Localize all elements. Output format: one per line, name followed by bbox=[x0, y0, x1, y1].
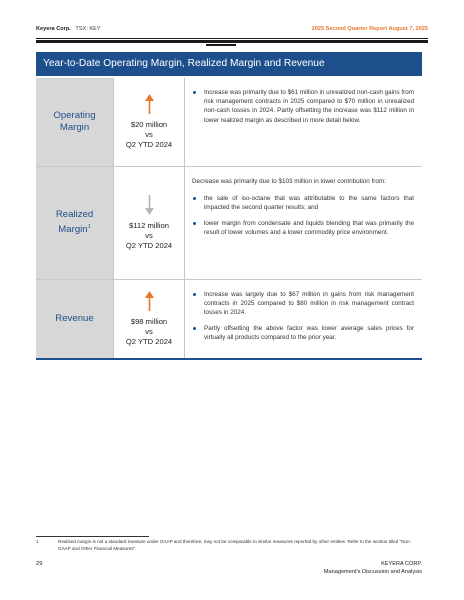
header-report-title: 2025 Second Quarter Report August 7, 2025 bbox=[311, 26, 428, 32]
row-label bbox=[36, 167, 113, 279]
bullet-dot bbox=[193, 197, 196, 200]
row-label-text: Revenue bbox=[55, 313, 94, 324]
row-amount bbox=[113, 280, 185, 358]
bullet-dot bbox=[193, 222, 196, 225]
list-item bbox=[192, 290, 414, 318]
description-intro: Decrease was primarily due to $103 million in lower contribution from: bbox=[192, 178, 386, 185]
row-description bbox=[185, 78, 422, 166]
arrow-down-icon bbox=[145, 195, 154, 215]
header-company: Keyera Corp. bbox=[36, 26, 71, 32]
row-description bbox=[185, 280, 422, 358]
footnote-number: 1 bbox=[36, 539, 39, 544]
section-title: Year-to-Date Operating Margin, Realized Margin and Revenue bbox=[36, 52, 422, 76]
bullet-dot bbox=[193, 293, 196, 296]
row-label-text bbox=[49, 209, 101, 236]
bullet-dot bbox=[193, 327, 196, 330]
list-item bbox=[192, 194, 414, 212]
page-header bbox=[36, 24, 428, 35]
row-label bbox=[36, 78, 113, 166]
bullet-text: Increase was largely due to $67 million in gains from risk management contracts in 2025 compared to $80 million in risk management contract losses in 2024. bbox=[204, 291, 414, 317]
amount-vs: vs bbox=[145, 231, 153, 240]
table-row-revenue bbox=[36, 280, 422, 360]
row-description bbox=[185, 167, 422, 279]
footnote bbox=[36, 539, 422, 552]
bullet-dot bbox=[193, 91, 196, 94]
table-row-realized-margin bbox=[36, 167, 422, 280]
amount-value: $112 million bbox=[129, 221, 169, 230]
amount-vs: vs bbox=[145, 327, 153, 336]
footer-section: Management’s Discussion and Analysis bbox=[323, 569, 422, 576]
amount-vs: vs bbox=[145, 130, 153, 139]
bullet-text: lower margin from condensate and liquids blending that was primarily the result of lower volumes and a lower commodity price environment. bbox=[204, 219, 414, 236]
header-rule-mark bbox=[206, 44, 236, 46]
footer-company: KEYERA CORP. bbox=[381, 561, 422, 567]
bullet-text: Partly offsetting the above factor was lower average sales prices for virtually all products compared to the prior year. bbox=[204, 324, 414, 341]
row-label bbox=[36, 280, 113, 358]
header-rule-thin bbox=[36, 38, 428, 39]
amount-period: Q2 YTD 2024 bbox=[125, 140, 173, 149]
footnote-marker: 1 bbox=[87, 224, 91, 231]
bullet-text: Increase was primarily due to $61 million in unrealized non-cash gains from risk management contracts in 2025 compared to $70 million in unrealized non-cash losses in 2024. Partly offsetting the increase was $112 million in lower realized margin as described in more detail below. bbox=[204, 89, 414, 124]
row-amount bbox=[113, 167, 185, 279]
row-label-text: Operating Margin bbox=[53, 110, 96, 133]
footnote-text: Realized margin is not a standard measure under GAAP and therefore, may not be comparable to similar measures reported by other entities. Refer to the section titled “Non-GAAP and Other Financial Measures”. bbox=[58, 539, 412, 551]
amount-value: $98 million bbox=[130, 317, 168, 326]
page-number: 29 bbox=[36, 561, 43, 567]
amount-period: Q2 YTD 2024 bbox=[125, 241, 173, 250]
list-item bbox=[192, 219, 414, 237]
bullet-text: the sale of iso-octane that was attributable to the same factors that impacted the second quarter results; and bbox=[204, 195, 414, 212]
arrow-up-icon bbox=[145, 291, 154, 311]
page-footer bbox=[324, 560, 422, 577]
row-amount bbox=[113, 78, 185, 166]
arrow-up-icon bbox=[145, 94, 154, 114]
margin-table bbox=[36, 78, 422, 360]
list-item bbox=[192, 88, 414, 125]
amount-value: $20 million bbox=[130, 120, 168, 129]
list-item bbox=[192, 324, 414, 342]
table-row-operating-margin bbox=[36, 78, 422, 167]
amount-period: Q2 YTD 2024 bbox=[125, 337, 173, 346]
footnote-rule bbox=[36, 536, 149, 537]
header-rule-thick bbox=[36, 40, 428, 43]
row-label-main: Realized Margin bbox=[55, 209, 94, 236]
header-ticker: TSX: KEY bbox=[75, 26, 101, 32]
